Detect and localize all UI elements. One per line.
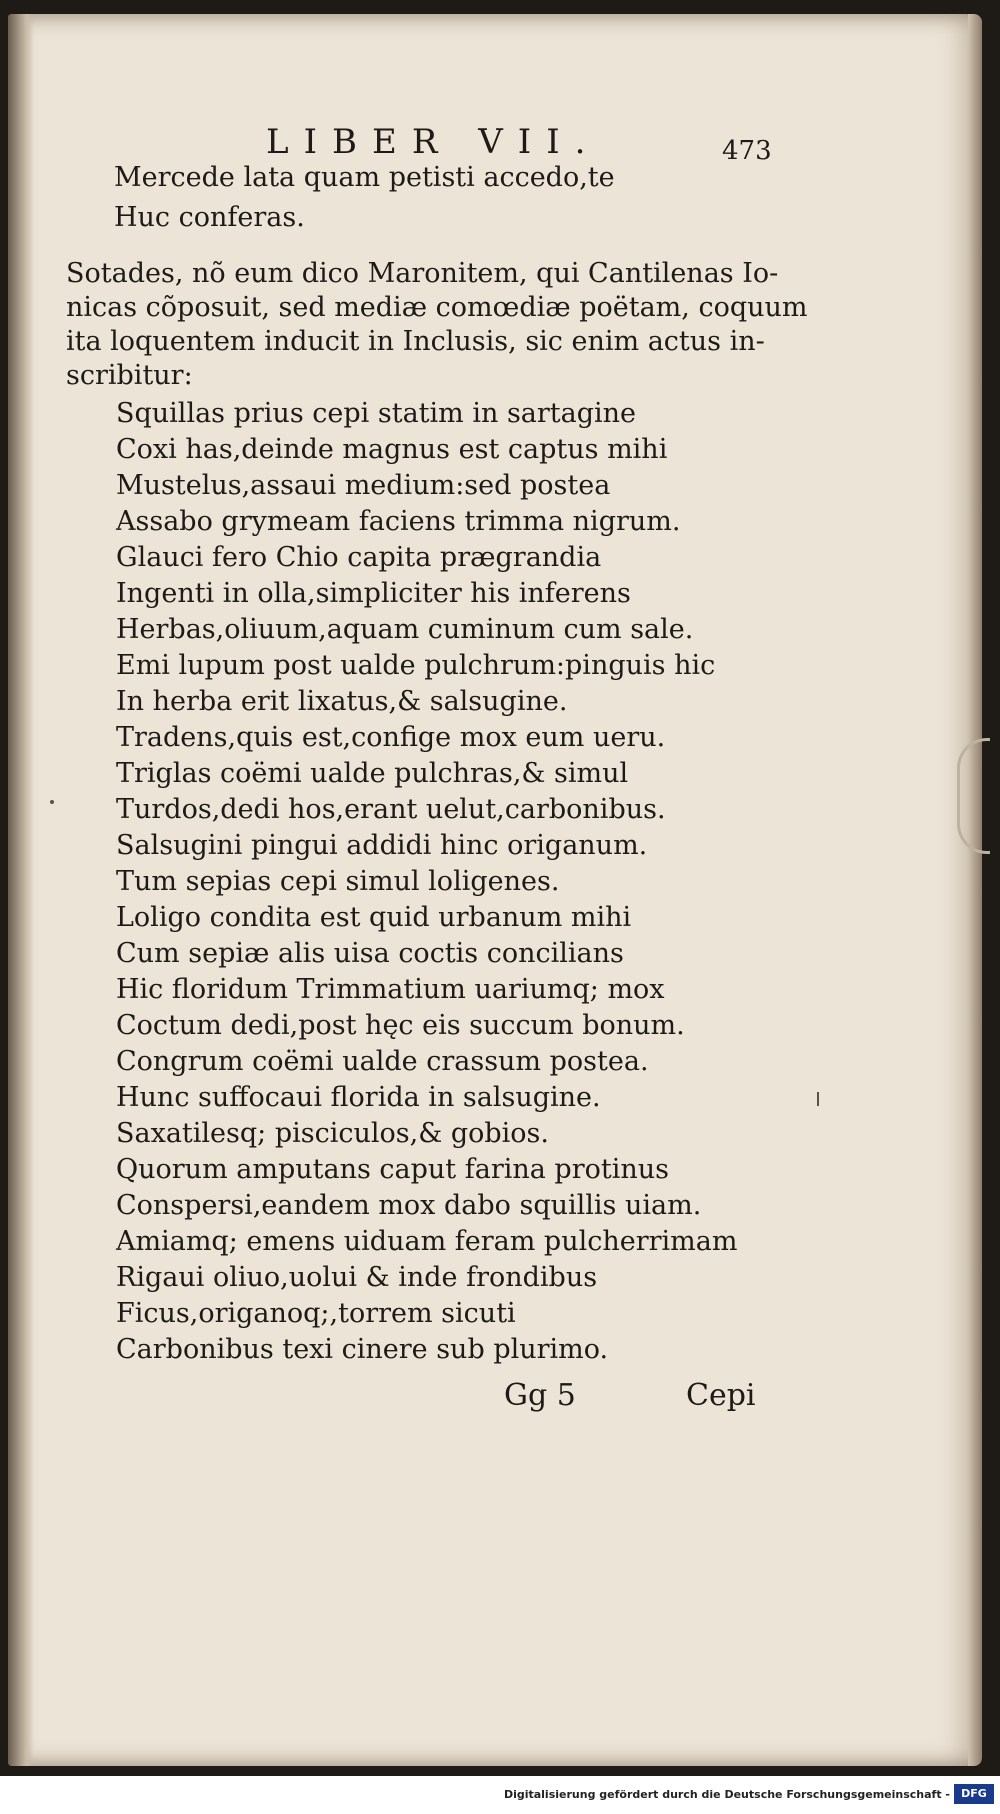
text-line: Mustelus,assaui medium:sed postea [116, 470, 611, 501]
text-line: Triglas coëmi ualde pulchras,& simul [116, 758, 629, 789]
signature-mark: Gg 5 [504, 1378, 576, 1413]
text-line: Conspersi,eandem mox dabo squillis uiam. [116, 1190, 702, 1221]
text-line: In herba erit lixatus,& salsugine. [116, 686, 568, 717]
text-line: Amiamq; emens uiduam feram pulcherrimam [116, 1226, 738, 1257]
text-line: Quorum amputans caput farina protinus [116, 1154, 669, 1185]
text-line: Emi lupum post ualde pulchrum:pinguis hic [116, 650, 716, 681]
text-line: Coctum dedi,post hęc eis succum bonum. [116, 1010, 685, 1041]
text-line: Hic floridum Trimmatium uariumq; mox [116, 974, 665, 1005]
page-number: 473 [722, 136, 772, 166]
text-line: Tradens,quis est,confige mox eum ueru. [116, 722, 666, 753]
text-line: Sotades, nõ eum dico Maronitem, qui Cantilenas Io- [66, 258, 779, 289]
text-line: scribitur: [66, 360, 193, 391]
text-line: Salsugini pingui addidi hinc origanum. [116, 830, 648, 861]
running-header: LIBER VII. [266, 122, 601, 162]
catchword: Cepi [686, 1378, 756, 1413]
text-line: Coxi has,deinde magnus est captus mihi [116, 434, 668, 465]
ink-speck [817, 1092, 819, 1106]
text-line: Mercede lata quam petisti accedo,te [114, 162, 615, 193]
text-line: nicas cõposuit, sed mediæ comœdiæ poëtam, coquum [66, 292, 808, 323]
text-line: Turdos,dedi hos,erant uelut,carbonibus. [116, 794, 666, 825]
text-line: ita loquentem inducit in Inclusis, sic enim actus in- [66, 326, 765, 357]
page-clip-mark [957, 738, 990, 854]
text-line: Assabo grymeam faciens trimma nigrum. [116, 506, 681, 537]
text-line: Rigaui oliuo,uolui & inde frondibus [116, 1262, 598, 1293]
page-edge [968, 14, 982, 1766]
book-page [8, 14, 976, 1766]
text-line: Saxatilesq; pisciculos,& gobios. [116, 1118, 549, 1149]
funding-credit: Digitalisierung gefördert durch die Deutsche Forschungsgemeinschaft - [503, 1788, 950, 1801]
footer-bar [0, 1776, 1000, 1814]
text-line: Squillas prius cepi statim in sartagine [116, 398, 637, 429]
page-gutter-shadow [8, 14, 34, 1766]
text-line: Huc conferas. [114, 202, 305, 233]
text-line: Cum sepiæ alis uisa coctis concilians [116, 938, 624, 969]
text-line: Tum sepias cepi simul loligenes. [116, 866, 560, 897]
text-line: Carbonibus texi cinere sub plurimo. [116, 1334, 609, 1365]
ink-speck [50, 800, 54, 804]
text-line: Ingenti in olla,simpliciter his inferens [116, 578, 631, 609]
text-line: Congrum coëmi ualde crassum postea. [116, 1046, 649, 1077]
text-line: Glauci fero Chio capita prægrandia [116, 542, 602, 573]
dfg-logo: DFG [954, 1784, 994, 1804]
text-line: Herbas,oliuum,aquam cuminum cum sale. [116, 614, 694, 645]
text-line: Ficus,origanoq;,torrem sicuti [116, 1298, 516, 1329]
text-line: Loligo condita est quid urbanum mihi [116, 902, 632, 933]
text-line: Hunc suffocaui florida in salsugine. [116, 1082, 601, 1113]
